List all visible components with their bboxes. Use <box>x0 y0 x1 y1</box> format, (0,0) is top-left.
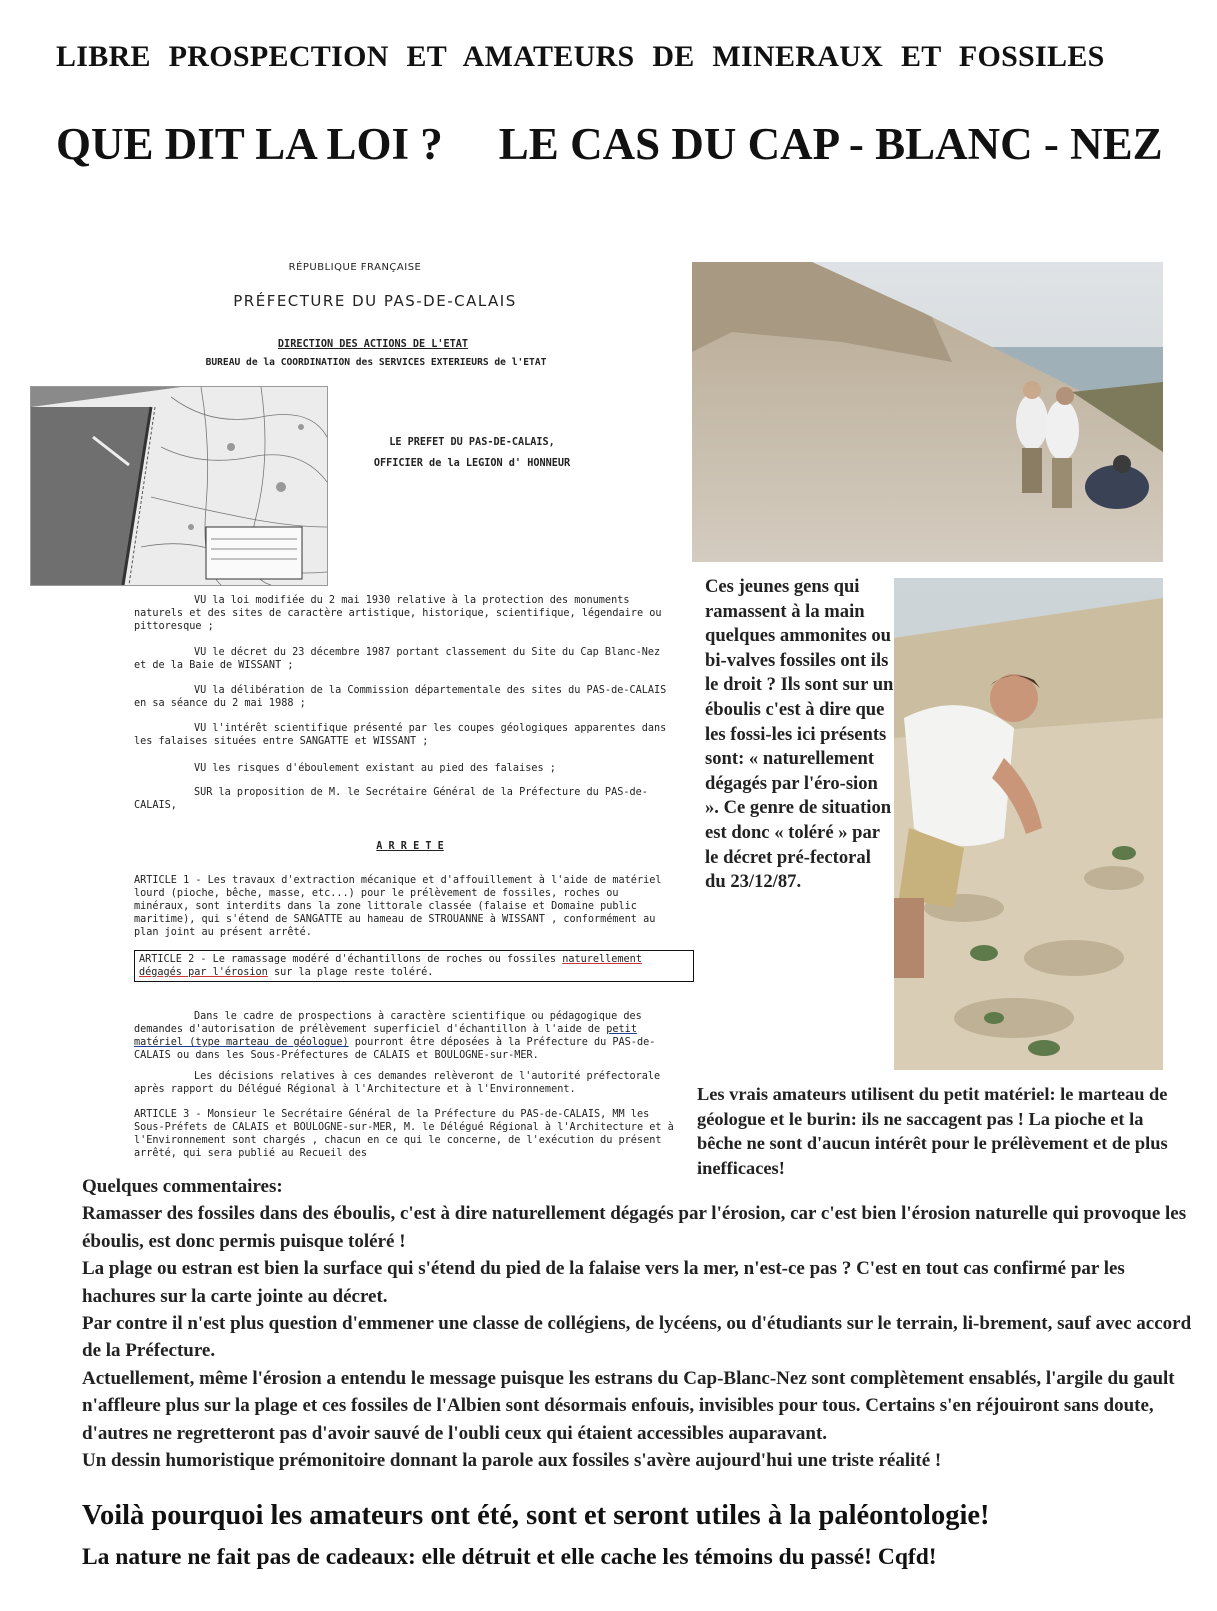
conclusion-line-1: Voilà pourquoi les amateurs ont été, sont et seront utiles à la paléontologie! <box>82 1500 990 1531</box>
commentary-paragraph: La plage ou estran est bien la surface qui s'étend du pied de la falaise vers la mer, n'est-ce pas ? C'est en tout cas confirmé par les hachures sur la carte jointe au décret. <box>82 1258 1125 1307</box>
decree-article-2-highlight: naturellement dégagés par l'érosion <box>139 954 642 978</box>
collector-photo <box>894 578 1163 1070</box>
decree-paragraph-1-start: Dans le cadre de prospections à caractère scientifique ou pédagogique des demandes d'autorisation de prélèvement superficiel d'échantillon à l'aide de <box>134 1011 642 1035</box>
decree-article-1: ARTICLE 1 - Les travaux d'extraction mécanique et d'affouillement à l'aide de matériel lourd (pioche, bêche, masse, etc...) pour le prélèvement de fossiles, roches ou minéraux, sont interdits dans la zone littorale classée (falaise et Domaine public maritime), qui s'étend de SANGATTE au hameau de STROUANNE à WISSANT , conformément au plan joint au présent arrêté. <box>134 875 662 938</box>
decree-prefet-line2: OFFICIER de la LEGION d' HONNEUR <box>373 458 571 469</box>
decree-direction: DIRECTION DES ACTIONS DE L'ETAT <box>277 339 469 350</box>
commentary-paragraph: Ramasser des fossiles dans des éboulis, c'est à dire naturellement dégagés par l'érosion, car c'est bien l'érosion naturelle qui provoque les éboulis, est donc permis puisque toléré ! <box>82 1203 1187 1252</box>
commentary-paragraph: Un dessin humoristique prémonitoire donnant la parole aux fossiles s'avère aujourd'hui une triste réalité ! <box>82 1450 942 1472</box>
decree-vu-1: VU la loi modifiée du 2 mai 1930 relative à la protection des monuments naturels et des sites de caractère artistique, historique, scientifique, légendaire ou pittoresque ; <box>134 595 662 632</box>
subtitle-case: LE CAS DU CAP - BLANC - NEZ <box>498 119 1163 169</box>
decree-paragraph-1 <box>134 1010 674 1062</box>
decree-vu-2: VU le décret du 23 décembre 1987 portant classement du Site du Cap Blanc-Nez et de la Baie de WISSANT ; <box>134 647 661 671</box>
decree-article-3: ARTICLE 3 - Monsieur le Secrétaire Général de la Préfecture du PAS-de-CALAIS, MM les Sous-Préfets de CALAIS et BOULOGNE-sur-MER, M. le Délégué Régional à l'Architecture et à l'Environnement sont chargés , chacun en ce qui le concerne, de l'exécution du présent arrêté, qui sera publié au Recueil des <box>134 1109 674 1159</box>
decree-vu-3: VU la délibération de la Commission départementale des sites du PAS-de-CALAIS en sa séance du 2 mai 1988 ; <box>134 685 667 709</box>
decree-article-2-end: sur la plage reste toléré. <box>267 967 434 978</box>
decree-paragraph-1-end: pourront être déposées à la Préfecture du PAS-de-CALAIS ou dans les Sous-Préfectures de CALAIS et BOULOGNE-sur-MER. <box>134 1037 656 1061</box>
decree-sur: SUR la proposition de M. le Secrétaire Général de la Préfecture du PAS-de-CALAIS, <box>134 787 648 811</box>
photo-caption-right: Ces jeunes gens qui ramassent à la main quelques ammonites ou bi-valves fossiles ont ils le droit ? Ils sont sur un éboulis c'est à dire que les fossi-les ici présents sont: « naturellement dégagés par l'éro-sion ». Ce genre de situation est donc « toléré » par le décret pré-fectoral du 23/12/87. <box>705 576 894 893</box>
decree-article-2 <box>134 950 694 982</box>
commentary-block <box>82 1173 1197 1474</box>
photo-caption-bottom: Les vrais amateurs utilisent du petit matériel: le marteau de géologue et le burin: ils ne saccagent pas ! La pioche et la bêche ne sont d'aucun intérêt pour le prélèvement et de plus inefficaces! <box>697 1084 1168 1178</box>
decree-prefecture: PRÉFECTURE DU PAS-DE-CALAIS <box>233 292 517 310</box>
cliff-photo <box>692 262 1163 562</box>
decree-bureau: BUREAU de la COORDINATION des SERVICES EXTERIEURS de l'ETAT <box>205 357 547 368</box>
subtitle-question: QUE DIT LA LOI ? <box>56 119 443 169</box>
commentary-heading: Quelques commentaires: <box>82 1176 283 1197</box>
main-title: LIBRE PROSPECTION ET AMATEURS DE MINERAUX ET FOSSILES <box>56 40 1105 73</box>
decree-paragraph-1-highlight: petit matériel (type marteau de géologue) <box>134 1024 637 1048</box>
decree-arrete: A R R E T E <box>376 841 444 852</box>
subtitle <box>56 118 1196 170</box>
decree-article-2-start: ARTICLE 2 - Le ramassage modéré d'échantillons de roches ou fossiles <box>139 954 563 965</box>
conclusion-line-2: La nature ne fait pas de cadeaux: elle détruit et elle cache les témoins du passé! Cqfd! <box>82 1544 937 1570</box>
decree-vu-4: VU l'intérêt scientifique présenté par les coupes géologiques apparentes dans les falaises situées entre SANGATTE et WISSANT ; <box>134 723 667 747</box>
commentary-paragraph: Par contre il n'est plus question d'emmener une classe de collégiens, de lycéens, ou d'étudiants sur le terrain, li-brement, sauf avec accord de la Préfecture. <box>82 1313 1192 1362</box>
decree-prefet-line1: LE PREFET DU PAS-DE-CALAIS, <box>389 437 555 448</box>
decree-republique: RÉPUBLIQUE FRANÇAISE <box>288 262 422 273</box>
decree-paragraph-2: Les décisions relatives à ces demandes relèveront de l'autorité préfectorale après rapport du Délégué Régional à l'Architecture et à l'Environnement. <box>134 1071 661 1095</box>
decree-map-image <box>30 386 328 586</box>
decree-vu-5: VU les risques d'éboulement existant au pied des falaises ; <box>194 763 556 774</box>
commentary-paragraph: Actuellement, même l'érosion a entendu le message puisque les estrans du Cap-Blanc-Nez sont complètement ensablés, l'argile du gault n'affleure plus sur la plage et ces fossiles de l'Albien sont désormais enfouis, invisibles pour tous. Certains s'en réjouiront sans doute, d'autres ne regretteront pas d'avoir sauvé de l'oubli ceux qui étaient accessibles auparavant. <box>82 1367 1175 1444</box>
